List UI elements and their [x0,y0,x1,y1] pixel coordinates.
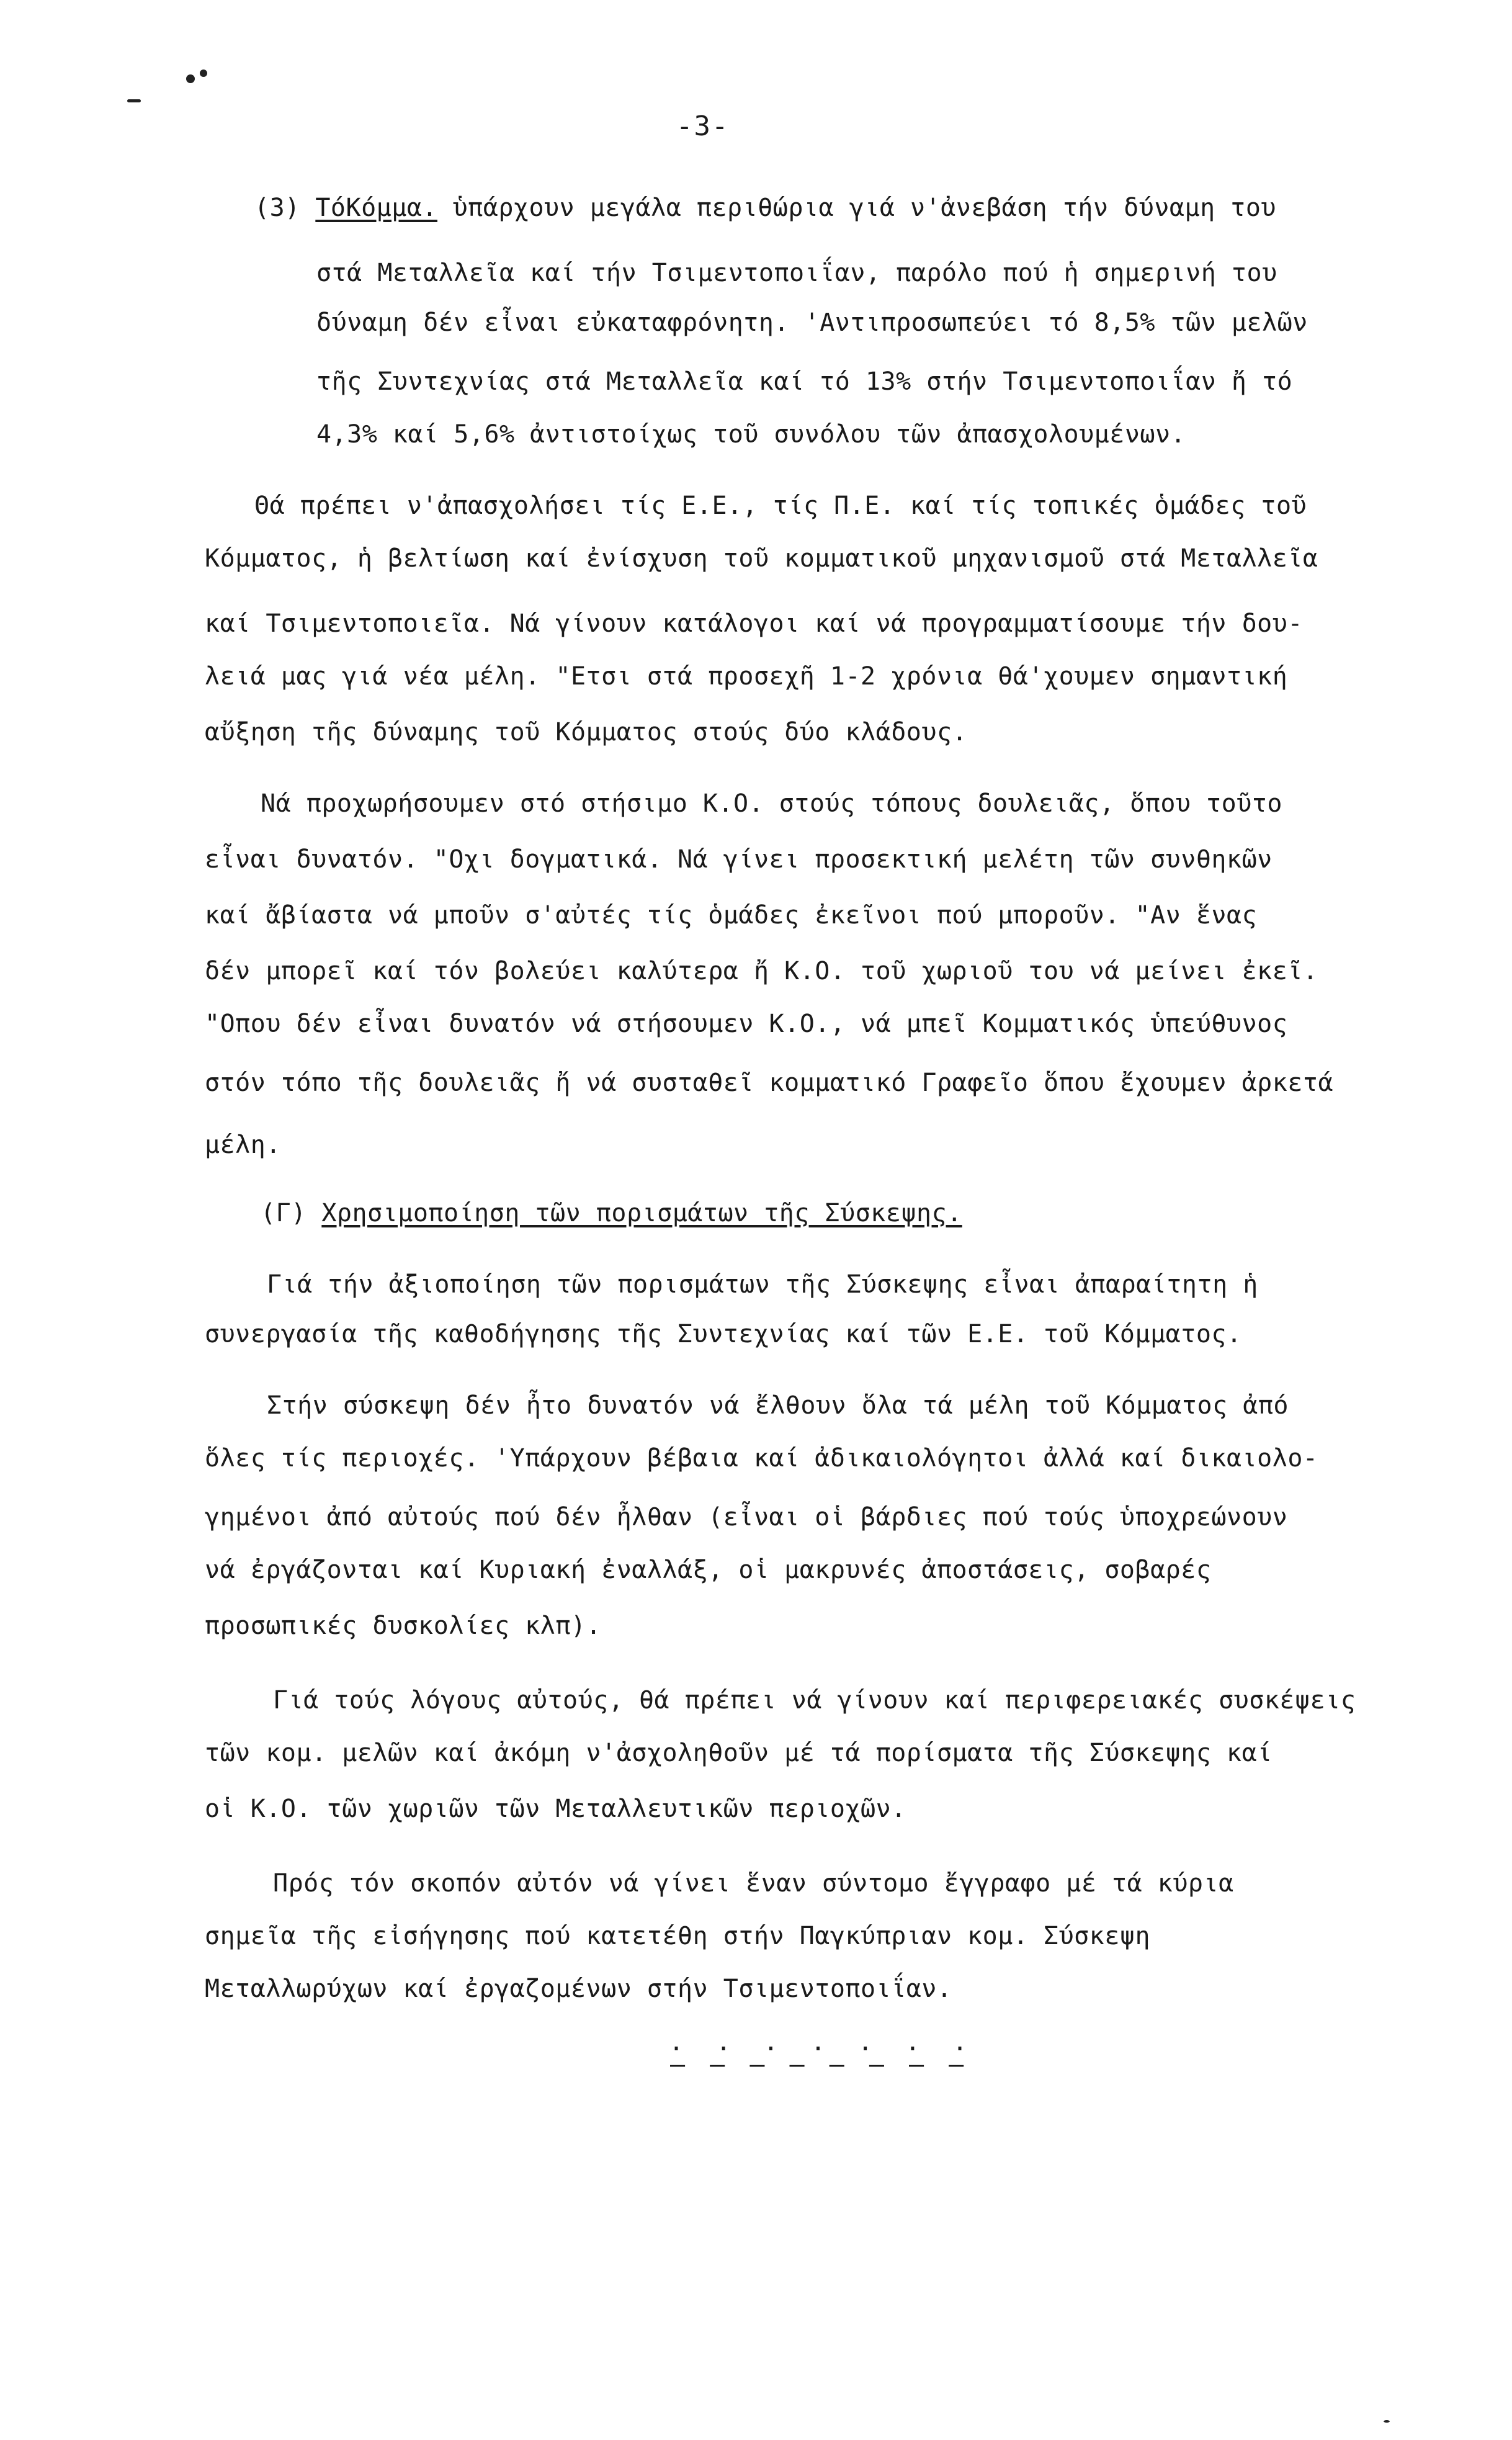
page-number: -3- [676,110,730,142]
section-label: (3) [254,194,316,222]
ink-blot-mark [186,74,195,83]
ink-blot-mark [127,99,141,102]
text-line: ὅλες τίς περιοχές. 'Υπάρχουν βέβαια καί ἀδικαιολόγητοι ἀλλά καί δικαιολο- [205,1444,1318,1473]
speck-mark [1384,2420,1390,2423]
text-line: Γιά τήν ἀξιοποίηση τῶν πορισμάτων τῆς Σύσκεψης εἶναι ἀπαραίτητη ἡ [267,1270,1258,1299]
text-line: λειά μας γιά νέα μέλη. "Ετσι στά προσεχῆ 1-2 χρόνια θά'χουμεν σημαντική [205,662,1288,691]
text-line: γημένοι ἀπό αὐτούς πού δέν ἦλθαν (εἶναι οἱ βάρδιες πού τούς ὑποχρεώνουν [205,1503,1288,1532]
text-line: τῆς Συντεχνίας στά Μεταλλεῖα καί τό 13% στήν Τσιμεντοποιΐαν ἤ τό [316,367,1293,396]
text-line: στά Μεταλλεῖα καί τήν Τσιμεντοποιΐαν, παρόλο πού ἡ σημερινή του [316,259,1277,287]
text-line [261,1201,962,1226]
text-line: οἱ Κ.Ο. τῶν χωριῶν τῶν Μεταλλευτικῶν περιοχῶν. [205,1795,906,1823]
text-line: καί Τσιμεντοποιεῖα. Νά γίνουν κατάλογοι καί νά προγραμματίσουμε τήν δου- [205,609,1303,638]
text-line: Μεταλλωρύχων καί ἐργαζομένων στήν Τσιμεντοποιΐαν. [205,1975,952,2003]
text-line: προσωπικές δυσκολίες κλπ). [205,1612,602,1640]
text-line: "Οπου δέν εἶναι δυνατόν νά στήσουμεν Κ.Ο., νά μπεῖ Κομματικός ὑπεύθυνος [205,1010,1288,1038]
text-line: Γιά τούς λόγους αὐτούς, θά πρέπει νά γίνουν καί περιφερειακές συσκέψεις [273,1686,1356,1715]
text-line: 4,3% καί 5,6% ἀντιστοίχως τοῦ συνόλου τῶν ἀπασχολουμένων. [316,420,1186,449]
text-line: δέν μπορεῖ καί τόν βολεύει καλύτερα ἤ Κ.Ο. τοῦ χωριοῦ του νά μείνει ἐκεῖ. [205,957,1318,985]
text-line: Θά πρέπει ν'ἀπασχολήσει τίς Ε.Ε., τίς Π.Ε. καί τίς τοπικές ὁμάδες τοῦ [254,491,1307,520]
text-line: δύναμη δέν εἶναι εὐκαταφρόνητη. 'Αντιπροσωπεύει τό 8,5% τῶν μελῶν [316,308,1308,337]
text-line: συνεργασία τῆς καθοδήγησης τῆς Συντεχνίας καί τῶν Ε.Ε. τοῦ Κόμματος. [205,1320,1242,1348]
closing-dots: . . . . . . . [669,2028,977,2057]
text-line: σημεῖα τῆς εἰσήγησης πού κατετέθη στήν Παγκύπριαν κομ. Σύσκεψη [205,1922,1151,1950]
text-line: τῶν κομ. μελῶν καί ἀκόμη ν'ἀσχοληθοῦν μέ τά πορίσματα τῆς Σύσκεψης καί [205,1739,1273,1767]
text-line: εἶναι δυνατόν. "Οχι δογματικά. Νά γίνει προσεκτική μελέτη τῶν συνθηκῶν [205,845,1273,874]
text-line: καί ἄβίαστα νά μποῦν σ'αὐτές τίς ὁμάδες ἐκεῖνοι πού μποροῦν. "Αν ἕνας [205,901,1258,930]
ink-blot-mark [200,70,207,77]
text-line: μέλη. [205,1131,281,1159]
text-line: (3) ΤόΚόμμα. ὑπάρχουν μεγάλα περιθώρια γιά ν'ἀνεβάση τήν δύναμη του [254,194,1276,222]
closing-dash-rule: – – – – – – – – [670,2050,969,2079]
text-line: αὔξηση τῆς δύναμης τοῦ Κόμματος στούς δύο κλάδους. [205,718,968,747]
text-line: Κόμματος, ἡ βελτίωση καί ἐνίσχυση τοῦ κομματικοῦ μηχανισμοῦ στά Μεταλλεῖα [205,544,1318,573]
text-line: στόν τόπο τῆς δουλειᾶς ἤ νά συσταθεῖ κομματικό Γραφεῖο ὅπου ἔχουμεν ἀρκετά [205,1069,1334,1097]
text-line: νά ἐργάζονται καί Κυριακή ἐναλλάξ, οἱ μακρυνές ἀποστάσεις, σοβαρές [205,1556,1212,1584]
text-line: Πρός τόν σκοπόν αὐτόν νά γίνει ἕναν σύντομο ἔγγραφο μέ τά κύρια [273,1869,1234,1898]
section-heading: Χρησιμοποίηση τῶν πορισμάτων τῆς Σύσκεψης. [321,1199,962,1227]
text-line: Νά προχωρήσουμεν στό στήσιμο Κ.Ο. στούς τόπους δουλειᾶς, ὅπου τοῦτο [261,789,1282,818]
text-line: Στήν σύσκεψη δέν ἦτο δυνατόν νά ἔλθουν ὅλα τά μέλη τοῦ Κόμματος ἀπό [267,1391,1289,1420]
section-label: (Γ) [261,1199,322,1227]
section-heading: ΤόΚόμμα. [315,194,437,222]
